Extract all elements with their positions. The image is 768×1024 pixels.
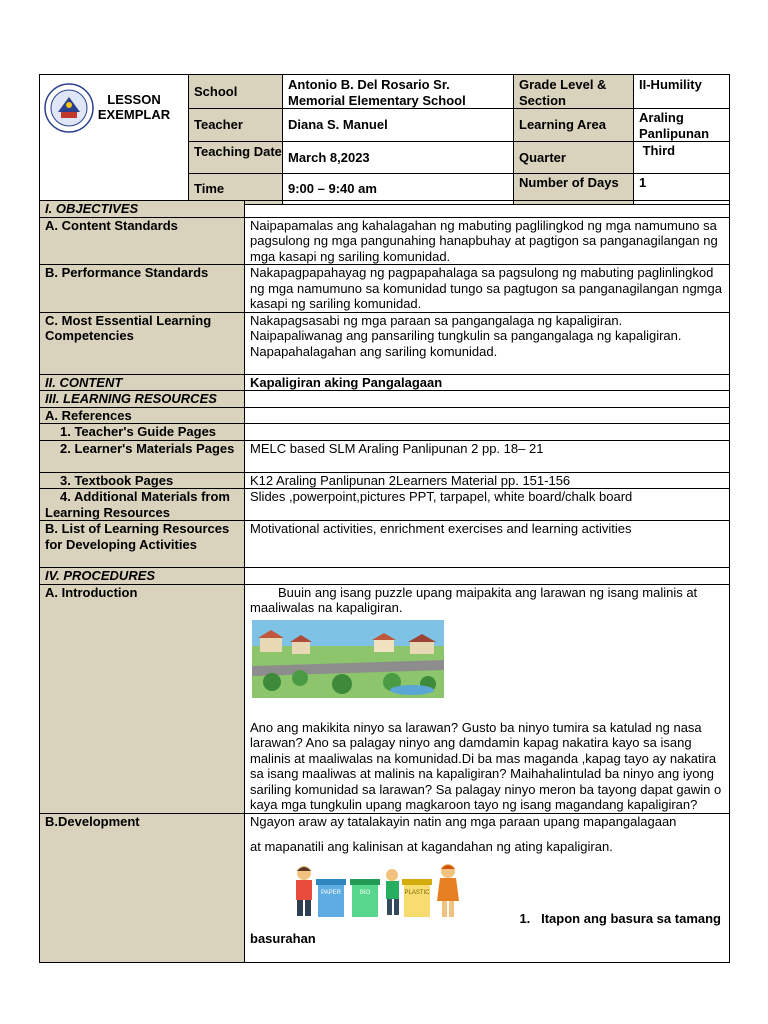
- time-value: 9:00 – 9:40 am: [283, 174, 514, 205]
- teaching-date-label: Teaching Date: [189, 142, 283, 174]
- school-value: Antonio B. Del Rosario Sr. Memorial Elementary School: [283, 75, 514, 109]
- paper-bin-label: PAPER: [321, 889, 341, 896]
- clean-community-image: [252, 620, 444, 698]
- deped-seal-icon: [44, 83, 94, 133]
- plastic-bin-label: PLASTIC: [404, 889, 430, 896]
- teaching-date-value: March 8,2023: [283, 142, 514, 174]
- content-topic: Kapaligiran aking Pangalagaan: [245, 374, 730, 391]
- list-of-resources-value: Motivational activities, enrichment exercises and learning activities: [245, 521, 730, 568]
- additional-materials-value: Slides ,powerpoint,pictures PPT, tarpapel, white board/chalk board: [245, 489, 730, 521]
- competencies-label: C. Most Essential Learning Competencies: [40, 312, 245, 374]
- introduction-questions: Ano ang makikita ninyo sa larawan? Gusto ba ninyo tumira sa katulad ng nasa larawan? Ano sa palagay ninyo ang damdamin kapag nakatira kayo sa isang malinis at maaliwalas na komunidad.Di ba mas maganda ,kapag tayo ay nakatira sa isang maaliwas at malinis na kapaligiran? Maihahalintulad ba ninyo ang iyong sariling komunidad sa larawan? Sa palagay ninyo meron ba tayong dapat gawin o kaya mga tungkulin upang magkaroon tayo ng isang magandang kapaligiran?: [250, 719, 722, 812]
- grade-level-value: II-Humility: [634, 75, 730, 109]
- additional-materials-label: 4. Additional Materials from Learning Resources: [40, 489, 245, 521]
- learners-materials-value: MELC based SLM Araling Panlipunan 2 pp. 18– 21: [245, 440, 730, 472]
- grade-level-label: Grade Level & Section: [514, 75, 634, 109]
- teacher-label: Teacher: [189, 109, 283, 142]
- introduction-content: [245, 584, 730, 813]
- competency-item: Napapahalagahan ang sariling komunidad.: [250, 343, 498, 359]
- learning-area-label: Learning Area: [514, 109, 634, 142]
- teachers-guide-value: [245, 424, 730, 441]
- content-standards-label: A. Content Standards: [40, 217, 245, 265]
- lesson-body-table: [39, 200, 730, 963]
- learning-resources-heading: III. LEARNING RESOURCES: [40, 391, 245, 408]
- content-heading: II. CONTENT: [40, 374, 245, 391]
- competencies-list: [245, 312, 730, 374]
- quarter-label: Quarter: [514, 142, 634, 174]
- content-standards-text: Naipapamalas ang kahalagahan ng mabuting paglilingkod ng mga namumuno sa pagsulong ng mga pangunahing hanapbuhay at pagtigon sa panganagilangan ng mga kasapi ng sariling komunidad.: [245, 217, 730, 265]
- objectives-heading: I. OBJECTIVES: [40, 201, 245, 218]
- lesson-exemplar-title: LESSON EXEMPLAR: [97, 92, 171, 122]
- learners-materials-label: 2. Learner's Materials Pages: [40, 440, 245, 472]
- quarter-value: Third: [634, 142, 730, 174]
- list-of-resources-label: B. List of Learning Resources for Developing Activities: [40, 521, 245, 568]
- time-label: Time: [189, 174, 283, 205]
- competency-item: Naipapaliwanag ang pansariling tungkulin sa pangangalaga ng kapaligiran.: [250, 328, 682, 343]
- number-of-days-label: Number of Days: [514, 174, 634, 205]
- introduction-paragraph: Buuin ang isang puzzle upang maipakita ang larawan ng isang malinis at maaliwalas na kapaligiran.: [250, 584, 698, 615]
- textbook-pages-value: K12 Araling Panlipunan 2Learners Material pp. 151-156: [245, 472, 730, 489]
- development-label: B.Development: [40, 813, 245, 962]
- performance-standards-text: Nakapagpapahayag ng pagpapahalaga sa pagsulong ng mabuting paglinlingkod ng mga namumuno sa komunidad tungo sa pagtugon sa panganagilangan ngmga kasapi ng sariling komunidad.: [245, 265, 730, 313]
- performance-standards-label: B. Performance Standards: [40, 265, 245, 313]
- learning-area-value: Araling Panlipunan: [634, 109, 730, 142]
- development-content: [245, 813, 730, 962]
- header-table: [39, 74, 730, 205]
- textbook-pages-label: 3. Textbook Pages: [40, 472, 245, 489]
- bio-bin-label: BIO: [359, 889, 371, 896]
- development-item-1: 1. Itapon ang basura sa tamang: [519, 910, 721, 926]
- introduction-label: A. Introduction: [40, 584, 245, 813]
- teacher-value: Diana S. Manuel: [283, 109, 514, 142]
- development-item-1-continued: basurahan: [250, 930, 316, 946]
- development-paragraph-2: at mapanatili ang kalinisan at kagandahan ng ating kapaligiran.: [250, 839, 613, 854]
- references-label: A. References: [40, 407, 245, 424]
- recycling-bins-image: [286, 861, 464, 929]
- number-of-days-value: 1: [634, 174, 730, 205]
- development-paragraph: Ngayon araw ay tatalakayin natin ang mga paraan upang mapangalagaan: [250, 813, 677, 829]
- procedures-heading: IV. PROCEDURES: [40, 568, 245, 585]
- lesson-exemplar-cell: [40, 75, 189, 205]
- competency-item: Nakapagsasabi ng mga paraan sa pangangalaga ng kapaligiran.: [250, 312, 623, 328]
- teachers-guide-label: 1. Teacher's Guide Pages: [40, 424, 245, 441]
- school-label: School: [189, 75, 283, 109]
